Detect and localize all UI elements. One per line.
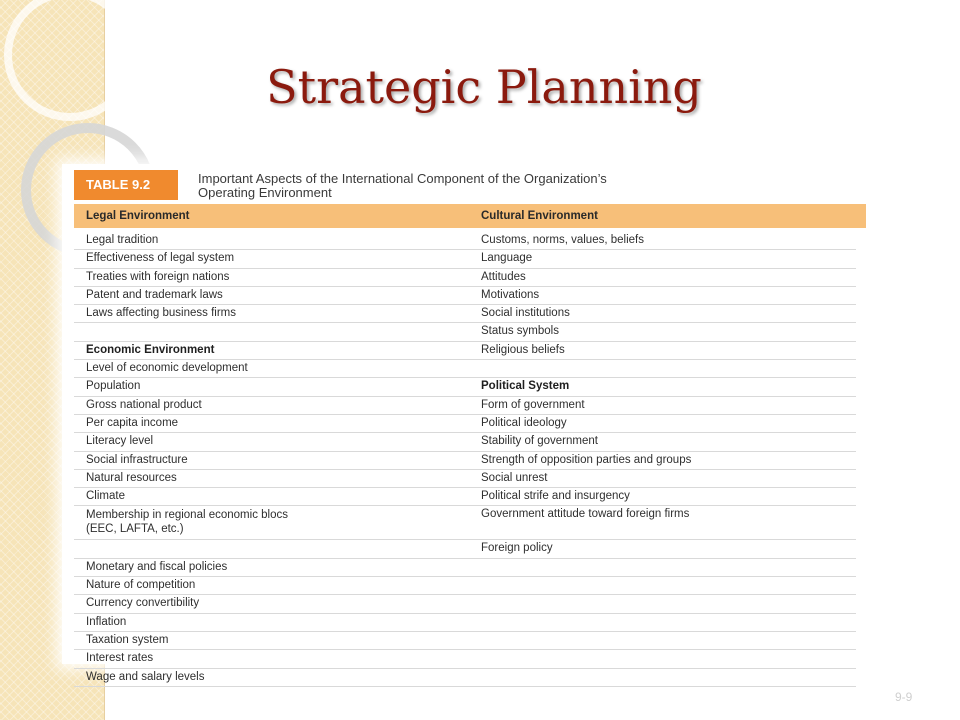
cell-left [74,488,469,505]
cell-left [74,433,469,450]
cell-left [74,669,469,686]
cell-right-text: Customs, norms, values, beliefs [481,234,644,246]
cell-right-text: Stability of government [481,435,598,448]
cell-left-text: Interest rates [86,652,154,665]
cell-right [469,506,856,539]
cell-left [74,250,469,267]
table-row [74,506,856,540]
cell-left [74,559,469,576]
cell-left-text: Currency convertibility [86,597,200,610]
table-row [74,415,856,433]
cell-right-text: Motivations [481,288,540,301]
cell-right [469,269,856,286]
table-row [74,452,856,470]
table-row [74,559,856,577]
table-row [74,577,856,595]
table-row [74,287,856,305]
table-row [74,632,856,650]
cell-right-text: Political ideology [481,416,567,429]
cell-right [469,488,856,505]
header-legal-environment: Legal Environment [86,210,190,222]
table-row [74,342,856,360]
cell-left [74,378,469,395]
cell-left [74,360,469,377]
table-row [74,397,856,415]
cell-left [74,540,469,557]
cell-left-text: Social infrastructure [86,453,188,466]
cell-right-text: Strength of opposition parties and groups [481,453,692,466]
cell-right-text: Social unrest [481,471,548,484]
cell-right-text: Foreign policy [481,542,553,555]
table-row [74,433,856,451]
table-row [74,305,856,323]
table-row [74,614,856,632]
cell-right-text: Political System [481,380,570,393]
table-row [74,669,856,687]
table-row [74,540,856,558]
page-number: 9-9 [895,690,913,704]
cell-right [469,433,856,450]
cell-right [469,452,856,469]
cell-left-text: Level of economic development [86,362,248,375]
cell-right [469,342,856,359]
cell-left [74,595,469,612]
table-row [74,470,856,488]
cell-left [74,305,469,322]
cell-right-text: Religious beliefs [481,343,565,356]
cell-right [469,250,856,267]
cell-left [74,577,469,594]
cell-left [74,269,469,286]
table-number-tag: TABLE 9.2 [74,170,178,200]
cell-left-text: Patent and trademark laws [86,288,223,301]
cell-left-text: Monetary and fiscal policies [86,560,228,573]
cell-left [74,452,469,469]
cell-right [469,397,856,414]
cell-right-text: Status symbols [481,325,559,338]
cell-left [74,342,469,359]
table-card [62,164,866,683]
cell-left-text: Membership in regional economic blocs [86,509,288,522]
table-row [74,378,856,396]
cell-left-text: Gross national product [86,398,202,411]
cell-right-text: Attitudes [481,270,526,283]
cell-right [469,378,856,395]
cell-left [74,650,469,667]
cell-right [469,540,856,557]
cell-left-text: Population [86,380,141,393]
table-row [74,232,856,250]
cell-left-text: Natural resources [86,471,177,484]
caption-line-2: Operating Environment [198,185,332,200]
cell-right [469,650,856,667]
cell-right [469,614,856,631]
cell-right [469,669,856,686]
cell-right [469,287,856,304]
cell-right [469,559,856,576]
cell-left-text: Effectiveness of legal system [86,252,235,265]
slide-title: Strategic Planning [266,60,702,114]
cell-right [469,595,856,612]
cell-right [469,632,856,649]
cell-left [74,614,469,631]
cell-right-text: Language [481,252,533,265]
table-row [74,488,856,506]
cell-left-text: Literacy level [86,435,154,448]
cell-right [469,360,856,377]
table-row [74,360,856,378]
cell-left-text: Climate [86,490,125,503]
cell-left-text: Economic Environment [86,343,215,356]
cell-left [74,632,469,649]
cell-left-text: Per capita income [86,416,179,429]
cell-left-text-line2: (EEC, LAFTA, etc.) [86,523,184,536]
cell-left [74,397,469,414]
cell-left [74,506,469,539]
cell-right [469,232,856,249]
table-row [74,595,856,613]
cell-left-text: Inflation [86,615,127,628]
cell-right [469,577,856,594]
cell-left [74,415,469,432]
table-row [74,250,856,268]
cell-right [469,470,856,487]
cell-right [469,415,856,432]
table-row [74,650,856,668]
cell-left-text: Wage and salary levels [86,670,205,683]
caption-line-1: Important Aspects of the International Component of the Organization’s [198,171,607,186]
header-cultural-environment: Cultural Environment [481,210,598,222]
cell-right [469,323,856,340]
cell-right-text: Political strife and insurgency [481,490,630,503]
cell-left-text: Taxation system [86,633,169,646]
cell-right-text: Form of government [481,398,585,411]
cell-right-text: Government attitude toward foreign firms [481,508,690,521]
table-body [74,232,856,687]
table-row [74,323,856,341]
cell-right [469,305,856,322]
cell-left-text: Legal tradition [86,234,159,246]
cell-right-text: Social institutions [481,307,570,320]
cell-left-text: Nature of competition [86,579,196,592]
cell-left-text: Treaties with foreign nations [86,270,230,283]
cell-left [74,287,469,304]
cell-left [74,470,469,487]
table-row [74,269,856,287]
cell-left-text: Laws affecting business firms [86,307,236,320]
table-caption [198,172,838,200]
table-header-row [74,204,866,228]
cell-left [74,232,469,249]
cell-left [74,323,469,340]
